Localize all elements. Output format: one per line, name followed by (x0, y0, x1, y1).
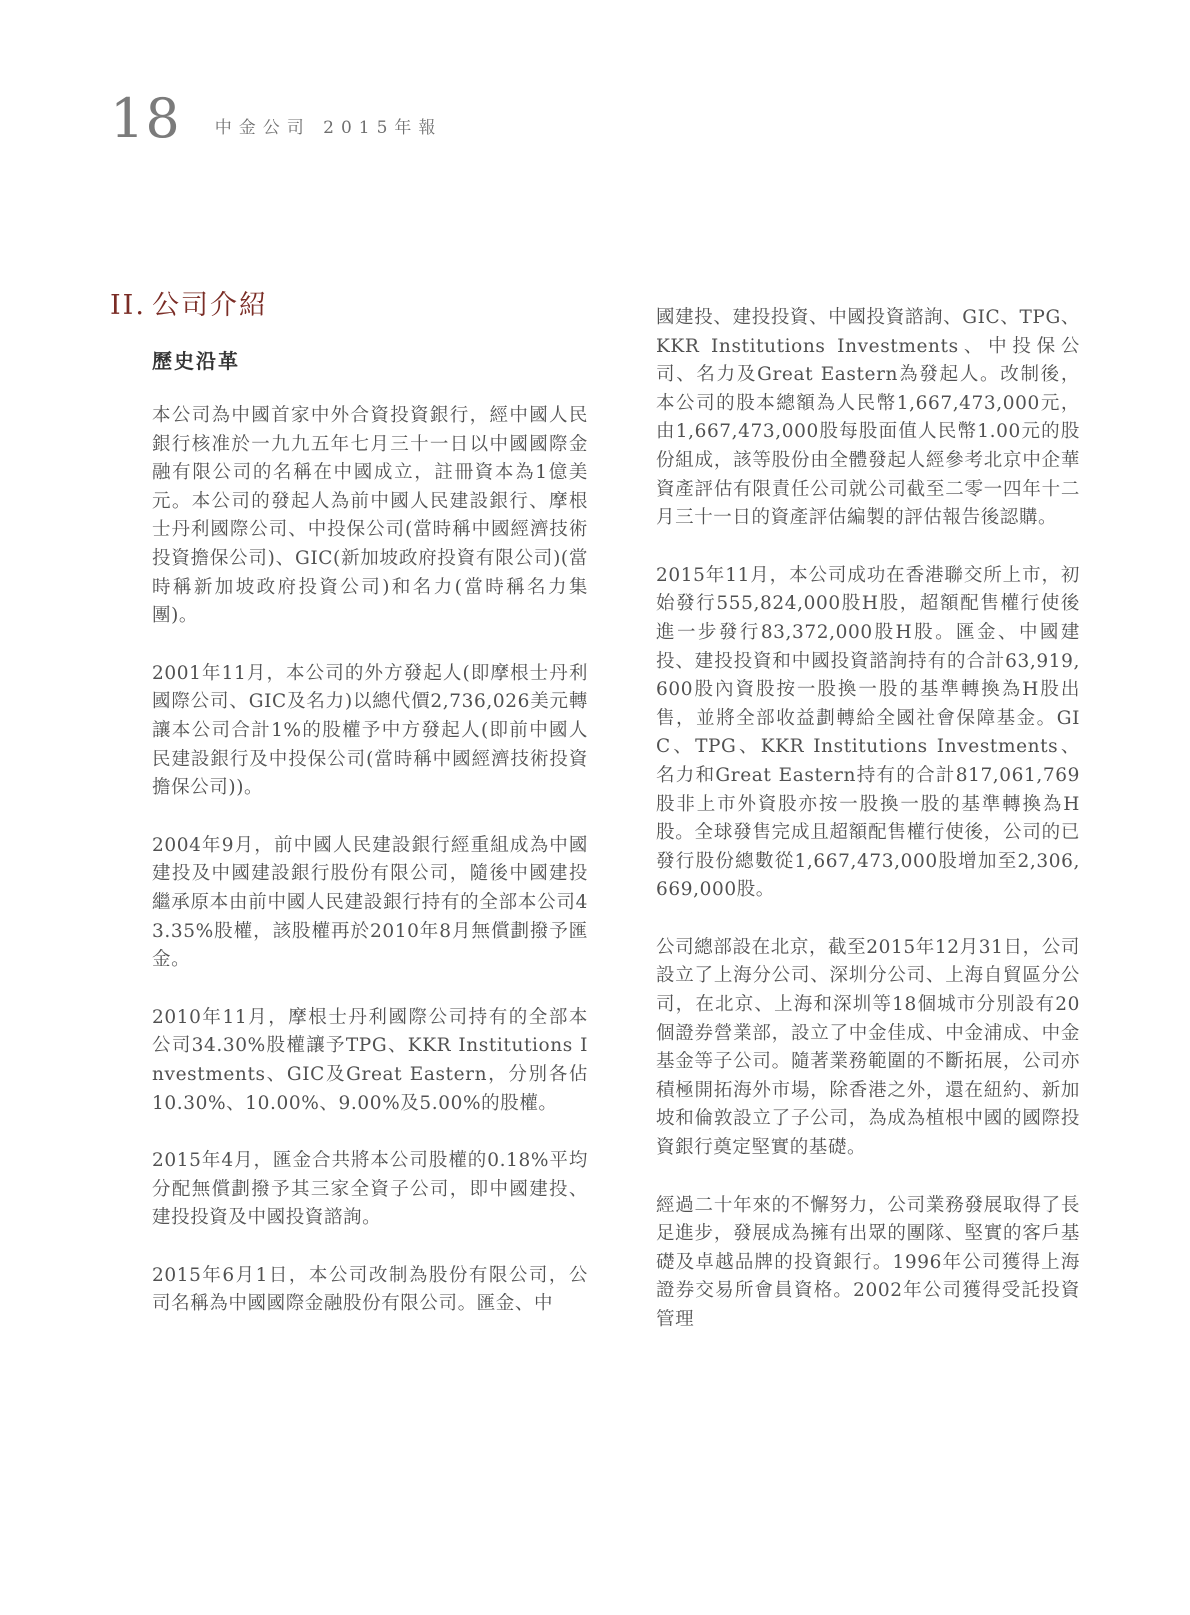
paragraph: 2010年11月，摩根士丹利國際公司持有的全部本公司34.30%股權讓予TPG、KKR Institutions Investments、GIC及Great Eastern，分別各佔10.30%、10.00%、9.00%及5.00%的股權。 (152, 1006, 588, 1114)
paragraph: 2015年6月1日，本公司改制為股份有限公司，公司名稱為中國國際金融股份有限公司。匯金、中 (152, 1264, 588, 1315)
paragraph: 經過二十年來的不懈努力，公司業務發展取得了長足進步，發展成為擁有出眾的團隊、堅實的客戶基礎及卓越品牌的投資銀行。1996年公司獲得上海證券交易所會員資格。2002年公司獲得受託投資管理 (656, 1194, 1080, 1330)
paragraph: 公司總部設在北京，截至2015年12月31日，公司設立了上海分公司、深圳分公司、上海自貿區分公司，在北京、上海和深圳等18個城市分別設有20個證券營業部，設立了中金佳成、中金浦成、中金基金等子公司。隨著業務範圍的不斷拓展，公司亦積極開拓海外市場，除香港之外，還在紐約、新加坡和倫敦設立了子公司，為成為植根中國的國際投資銀行奠定堅實的基礎。 (656, 936, 1080, 1159)
paragraph: 國建投、建投投資、中國投資諮詢、GIC、TPG、KKR Institutions Investments、中投保公司、名力及Great Eastern為發起人。改制後，本公司的股本總額為人民幣1,667,473,000元，由1,667,473,000股每股面值人民幣1.00元的股份組成，該等股份由全體發起人經參考北京中企華資產評估有限責任公司就公司截至二零一四年十二月三十一日的資產評估編製的評估報告後認購。 (656, 307, 1080, 529)
paragraph: 2015年4月，匯金合共將本公司股權的0.18%平均分配無償劃撥予其三家全資子公司，即中國建投、建投投資及中國投資諮詢。 (152, 1150, 588, 1229)
section-title: 公司介紹 (152, 290, 268, 321)
paragraph: 本公司為中國首家中外合資投資銀行，經中國人民銀行核准於一九九五年七月三十一日以中國國際金融有限公司的名稱在中國成立，註冊資本為1億美元。本公司的發起人為前中國人民建設銀行、摩根士丹利國際公司、中投保公司(當時稱中國經濟技術投資擔保公司)、GIC(新加坡政府投資有限公司)(當時稱新加坡政府投資公司)和名力(當時稱名力集團)。 (152, 405, 588, 627)
left-column-paragraphs (152, 402, 588, 1319)
left-column (110, 290, 588, 1335)
right-column (656, 304, 1080, 1335)
section-numeral: II. (110, 290, 146, 321)
page-header (110, 87, 1080, 160)
section-heading (110, 290, 588, 321)
subsection-heading: 歷史沿革 (152, 349, 240, 374)
paragraph: 2004年9月，前中國人民建設銀行經重組成為中國建投及中國建設銀行股份有限公司，隨後中國建投繼承原本由前中國人民建設銀行持有的全部本公司43.35%股權，該股權再於2010年8月無償劃撥予匯金。 (152, 834, 588, 971)
paragraph: 2015年11月，本公司成功在香港聯交所上市，初始發行555,824,000股H股，超額配售權行使後進一步發行83,372,000股H股。匯金、中國建投、建投投資和中國投資諮詢持有的合計63,919,600股內資股按一股換一股的基準轉換為H股出售，並將全部收益劃轉給全國社會保障基金。GIC、TPG、KKR Institutions Investments、名力和Great Eastern持有的合計817,061,769股非上市外資股亦按一股換一股的基準轉換為H股。全球發售完成且超額配售權行使後，公司的已發行股份總數從1,667,473,000股增加至2,306,669,000股。 (656, 564, 1080, 901)
paragraph: 2001年11月，本公司的外方發起人(即摩根士丹利國際公司、GIC及名力)以總代價2,736,026美元轉讓本公司合計1%的股權予中方發起人(即前中國人民建設銀行及中投保公司(當時稱中國經濟技術投資擔保公司))。 (152, 662, 588, 799)
right-column-paragraphs (656, 304, 1080, 1335)
page-body (110, 290, 1080, 1335)
report-title: 中金公司 2015年報 (214, 118, 443, 138)
page-number: 18 (110, 87, 181, 150)
